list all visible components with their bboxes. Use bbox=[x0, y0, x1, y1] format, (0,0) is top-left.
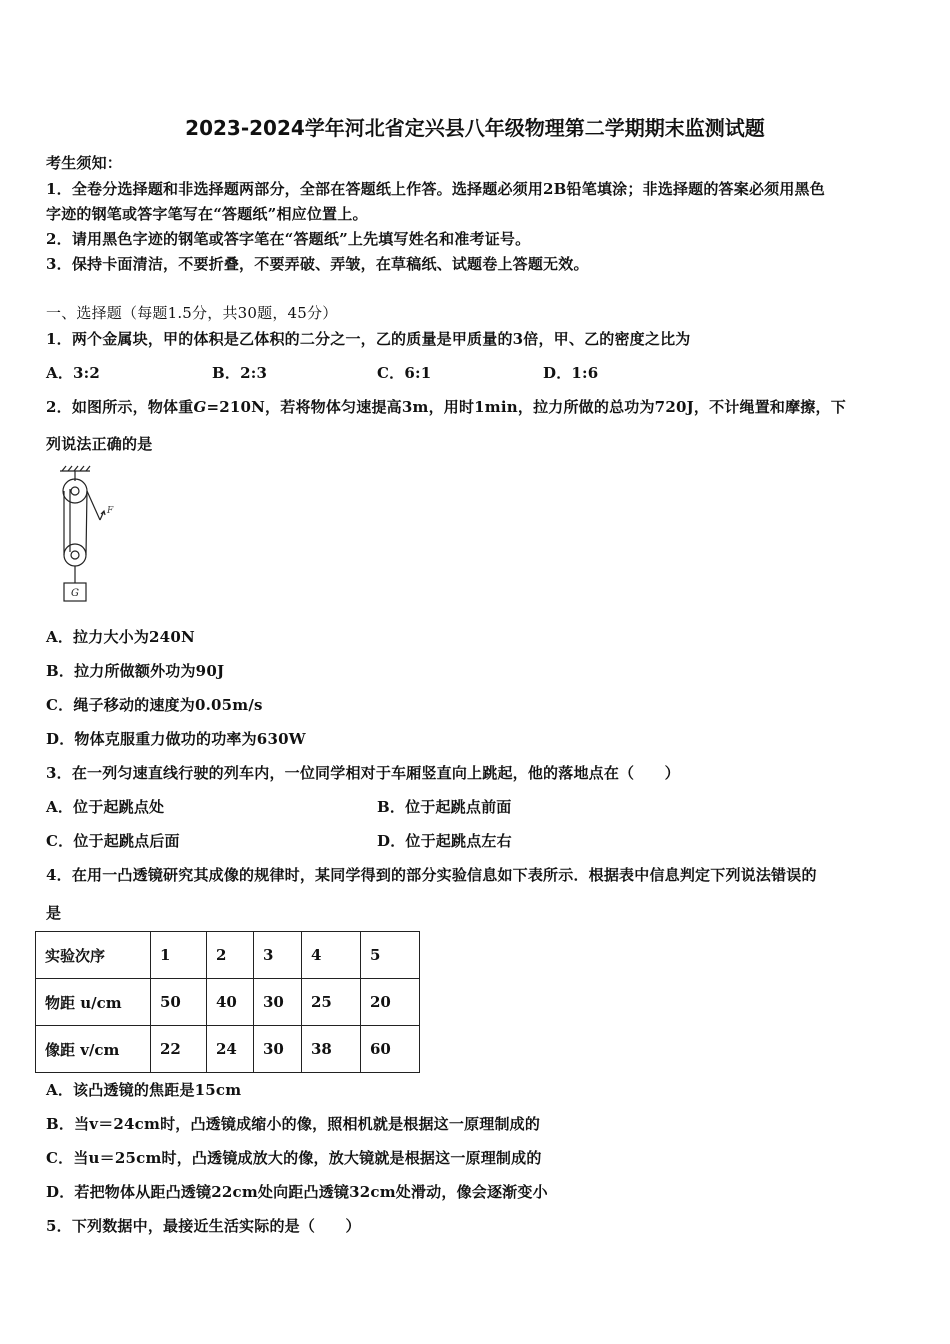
q2-option-c: C．绳子移动的速度为0.05m/s bbox=[46, 696, 263, 714]
q1-option-a: A．3:2 bbox=[46, 364, 101, 382]
table-cell: 像距 v/cm bbox=[36, 1026, 151, 1073]
table-cell: 5 bbox=[361, 932, 420, 979]
q3-option-b: B．位于起跳点前面 bbox=[377, 798, 512, 816]
table-row bbox=[36, 1026, 420, 1073]
q3-option-a: A．位于起跳点处 bbox=[46, 798, 165, 816]
table-cell: 50 bbox=[151, 979, 207, 1026]
table-row bbox=[36, 932, 420, 979]
pulley-system-figure bbox=[50, 465, 130, 610]
table-cell: 4 bbox=[302, 932, 361, 979]
q3-option-c: C．位于起跳点后面 bbox=[46, 832, 180, 850]
table-cell: 20 bbox=[361, 979, 420, 1026]
q2-stem-line-1 bbox=[46, 396, 846, 417]
weight-label: G bbox=[71, 588, 79, 599]
q2-option-d: D．物体克服重力做功的功率为630W bbox=[46, 730, 306, 748]
fixed-pulley bbox=[63, 479, 87, 503]
table-cell: 22 bbox=[151, 1026, 207, 1073]
q4-option-b: B．当v＝24cm时，凸透镜成缩小的像，照相机就是根据这一原理制成的 bbox=[46, 1115, 541, 1133]
page-title: 2023-2024学年河北省定兴县八年级物理第二学期期末监测试题 bbox=[185, 116, 765, 140]
q1-option-d: D．1:6 bbox=[543, 364, 599, 382]
experiment-table bbox=[35, 931, 420, 1073]
q1-stem: 1．两个金属块，甲的体积是乙体积的二分之一，乙的质量是甲质量的3倍，甲、乙的密度之比为 bbox=[46, 330, 691, 348]
q2-stem-line-2: 列说法正确的是 bbox=[46, 435, 153, 453]
notice-item-1-line-1: 1．全卷分选择题和非选择题两部分，全部在答题纸上作答。选择题必须用2B铅笔填涂；非选择题的答案必须用黑色 bbox=[46, 180, 825, 198]
table-cell: 60 bbox=[361, 1026, 420, 1073]
table-cell: 3 bbox=[254, 932, 302, 979]
q2-stem-text-a: 2．如图所示，物体重 bbox=[46, 398, 194, 416]
table-cell: 30 bbox=[254, 979, 302, 1026]
q4-option-c: C．当u＝25cm时，凸透镜成放大的像，放大镜就是根据这一原理制成的 bbox=[46, 1149, 542, 1167]
notice-item-3: 3．保持卡面清洁，不要折叠，不要弄破、弄皱，在草稿纸、试题卷上答题无效。 bbox=[46, 255, 589, 273]
table-cell: 40 bbox=[207, 979, 254, 1026]
q4-option-d: D．若把物体从距凸透镜22cm处向距凸透镜32cm处滑动，像会逐渐变小 bbox=[46, 1183, 548, 1201]
q4-option-a: A．该凸透镜的焦距是15cm bbox=[46, 1081, 242, 1099]
q3-option-d: D．位于起跳点左右 bbox=[377, 832, 512, 850]
notice-item-2: 2．请用黑色字迹的钢笔或答字笔在“答题纸”上先填写姓名和准考证号。 bbox=[46, 230, 531, 248]
table-cell: 38 bbox=[302, 1026, 361, 1073]
table-cell: 1 bbox=[151, 932, 207, 979]
q1-option-b: B．2:3 bbox=[212, 364, 268, 382]
section-heading: 一、选择题（每题1.5分，共30题，45分） bbox=[46, 304, 338, 322]
q2-stem-var-g: G bbox=[193, 398, 207, 416]
q4-stem-line-1: 4．在用一凸透镜研究其成像的规律时，某同学得到的部分实验信息如下表所示．根据表中信息判定下列说法错误的 bbox=[46, 866, 817, 884]
table-cell: 24 bbox=[207, 1026, 254, 1073]
table-row bbox=[36, 979, 420, 1026]
table-cell: 物距 u/cm bbox=[36, 979, 151, 1026]
notice-heading: 考生须知： bbox=[46, 154, 123, 172]
q4-stem-line-2: 是 bbox=[46, 904, 62, 922]
force-label: F bbox=[107, 506, 114, 516]
table-cell: 25 bbox=[302, 979, 361, 1026]
notice-item-1-line-2: 字迹的钢笔或答字笔写在“答题纸”相应位置上。 bbox=[46, 205, 368, 223]
q1-option-c: C．6:1 bbox=[377, 364, 432, 382]
rope-right bbox=[86, 491, 87, 555]
table-cell: 实验次序 bbox=[36, 932, 151, 979]
table-cell: 2 bbox=[207, 932, 254, 979]
rope-free-end bbox=[87, 491, 100, 520]
table-cell: 30 bbox=[254, 1026, 302, 1073]
q2-stem-text-b: =210N，若将物体匀速提高3m，用时1min，拉力所做的总功为720J，不计绳置和摩擦，下 bbox=[206, 398, 846, 416]
q2-option-a: A．拉力大小为240N bbox=[46, 628, 195, 646]
q3-stem: 3．在一列匀速直线行驶的列车内，一位同学相对于车厢竖直向上跳起，他的落地点在（ ） bbox=[46, 764, 680, 782]
q5-stem: 5．下列数据中，最接近生活实际的是（ ） bbox=[46, 1217, 361, 1235]
movable-pulley bbox=[64, 544, 86, 566]
ceiling-hatching bbox=[62, 466, 90, 471]
q2-option-b: B．拉力所做额外功为90J bbox=[46, 662, 225, 680]
